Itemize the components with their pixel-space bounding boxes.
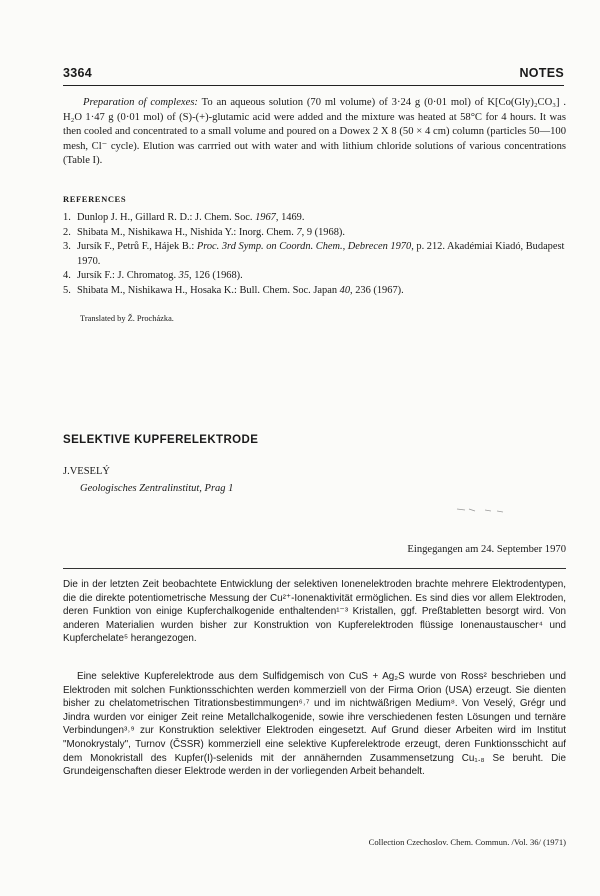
author-affiliation: Geologisches Zentralinstitut, Prag 1 bbox=[80, 483, 234, 494]
running-header bbox=[63, 66, 564, 80]
reference-item: 2. Shibata M., Nishikawa H., Nishida Y.: Inorg. Chem. 7, 9 (1968). bbox=[63, 226, 345, 238]
preparation-paragraph bbox=[63, 96, 566, 169]
header-rule bbox=[63, 85, 564, 86]
article-title: SELEKTIVE KUPFERELEKTRODE bbox=[63, 434, 259, 446]
article-paragraph-2: Eine selektive Kupferelektrode aus dem Sulfidgemisch von CuS + Ag₂S wurde von Ross² beschrieben und Elektroden mit solchen Funktionsschichten werden kommerziell von der Firma Orion (USA) erzeugt. Sie dienten bisher zu chelatometrischen Titrationsbestimmungen⁶˒⁷ und im nichtwäßrigen Medium⁸. Von Veselý, Grégr und Jindra wurden vor einiger Zeit reine Metallchalkogenide, sowie ihre verschiedenen festen Lösungen und ternäre Verbindungen³˒⁹ zur Konstruktion selektiver Elektroden eingesetzt. Auf Grund dieser Arbeiten wird im Institut "Monokrystaly", Turnov (ČSSR) kommerziell eine selektive Kupferelektrode erzeugt, deren Funktionsschicht auf dem Monokristall des Kupfer(I)-selenids mit der annähernden Zusammensetzung Cu₁.₈ Se beruht. Die Grundeigenschaften dieser Elektrode werden in der vorliegenden Arbeit behandelt. bbox=[63, 671, 566, 778]
references-heading: REFERENCES bbox=[63, 194, 127, 204]
reference-item: 3. Jursík F., Petrů F., Hájek B.: Proc. 3rd Symp. on Coordn. Chem., Debrecen 1970, p. 212. Akadémiai Kiadó, Budapest 1970. bbox=[63, 241, 565, 267]
article-paragraph-1: Die in der letzten Zeit beobachtete Entwicklung der selektiven Ionenelektroden brachte mehrere Elektrodentypen, die die direkte potentiometrische Messung der Cu²⁺-Ionenaktivität ermöglichen. Es sind dies vor allem Elektroden, deren Funktion von einige Kupferchalkogenide enthaltenden¹⁻³ Kristallen, ggf. Preßtabletten besorgt wird. Von anderen Materialien wurden bisher zur Konstruktion von Kupferelektroden flüssige Ionenaustauscher⁴ und Kupferchelate⁵ herangezogen. bbox=[63, 579, 566, 645]
body-rule bbox=[63, 568, 566, 569]
reference-item: 5. Shibata M., Nishikawa H., Hosaka K.: Bull. Chem. Soc. Japan 40, 236 (1967). bbox=[63, 285, 404, 297]
reference-item: 4. Jursík F.: J. Chromatog. 35, 126 (1968). bbox=[63, 270, 243, 282]
article-author: J.VESELÝ bbox=[63, 466, 110, 477]
reference-list bbox=[63, 211, 566, 299]
reference-item: 1. Dunlop J. H., Gillard R. D.: J. Chem. Soc. 1967, 1469. bbox=[63, 212, 305, 223]
section-label: NOTES bbox=[519, 66, 564, 80]
translator-credit: Translated by Ž. Procházka. bbox=[80, 314, 174, 323]
preparation-text: To an aqueous solution (70 ml volume) of 3·24 g (0·01 mol) of K[Co(Gly)₂CO₃] . H₂O 1·47 g (0·01 mol) of (S)-(+)-glutamic acid were added and the mixture was heated at 58°C for 4 hours. It was then cooled and concentrated to a small volume and poured on a Dowex 2 X 8 (50 × 4 cm) column (particles 50—100 mesh, Cl⁻ cycle). Elution was carrried out with water and with lithium chloride solutions of various concentrations (Table I). bbox=[63, 97, 566, 166]
received-date: Eingegangen am 24. September 1970 bbox=[407, 544, 566, 555]
scan-mark bbox=[455, 507, 505, 513]
page-number: 3364 bbox=[63, 66, 93, 80]
preparation-lead: Preparation of complexes: bbox=[83, 97, 198, 108]
journal-footer: Collection Czechoslov. Chem. Commun. /Vol. 36/ (1971) bbox=[368, 837, 566, 847]
